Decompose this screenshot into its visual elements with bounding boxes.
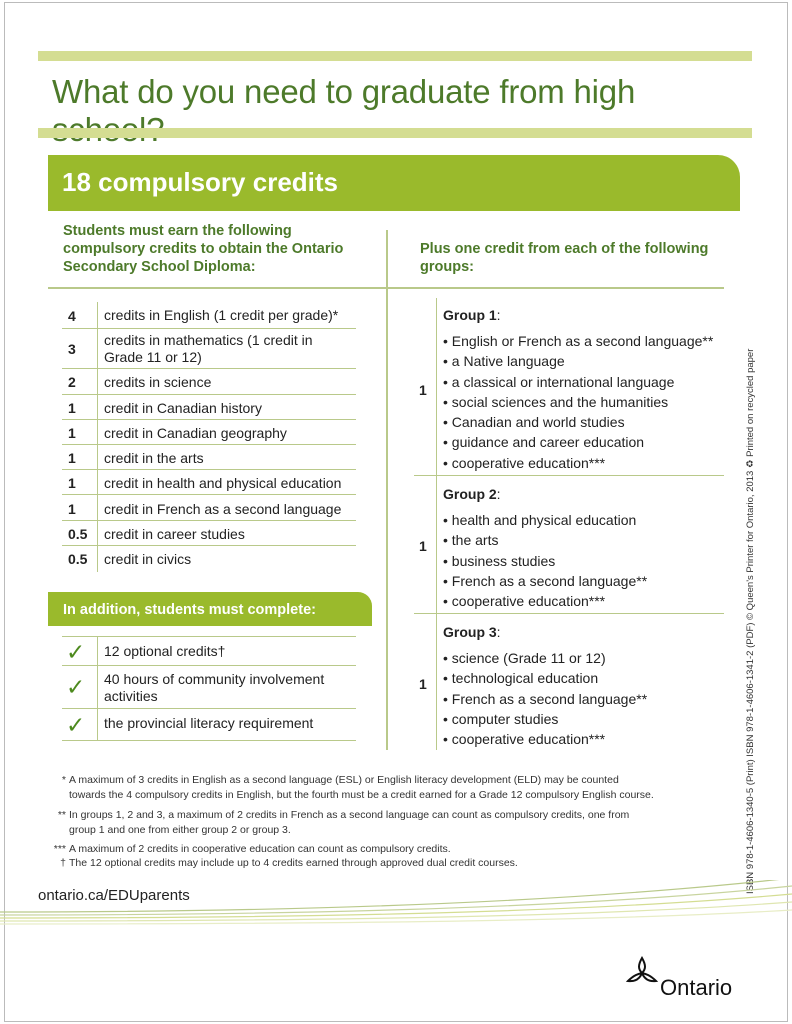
requirement-row (62, 666, 356, 709)
list-item: • a classical or international language (443, 372, 713, 392)
credit-row (62, 495, 356, 521)
row-separator (436, 298, 437, 475)
row-separator (97, 369, 98, 394)
footnote (52, 808, 732, 838)
footnote-text: A maximum of 3 credits in English as a second language (ESL) or English literacy development (ELD) may be counted (69, 774, 619, 786)
credit-count: 2 (68, 374, 76, 390)
footnote-text: group 1 and one from either group 2 or group 3. (69, 824, 291, 836)
list-item: • guidance and career education (443, 432, 713, 452)
footnote-mark: † (60, 857, 66, 869)
group-3-block: 1 Group 3: • science (Grade 11 or 12) • technological education • French as a second language** • computer studies • cooperative education*** (414, 614, 724, 750)
trillium-icon (624, 955, 660, 997)
check-icon: ✓ (66, 712, 86, 738)
row-separator (97, 666, 98, 708)
credit-description: credit in health and physical education (104, 475, 342, 491)
footnote-mark: ** (57, 809, 66, 821)
credit-description: credit in Canadian geography (104, 425, 287, 441)
row-separator (97, 445, 98, 469)
list-item: • computer studies (443, 709, 647, 729)
credit-count: 1 (68, 501, 76, 517)
check-icon: ✓ (66, 639, 86, 665)
credit-count: 3 (68, 341, 76, 357)
heading-divider (48, 287, 724, 289)
requirement-row (62, 709, 356, 741)
list-item: • business studies (443, 551, 647, 571)
list-item: • cooperative education*** (443, 591, 647, 611)
credit-row (62, 445, 356, 470)
footnote-mark: *** (53, 843, 66, 855)
credit-row (62, 521, 356, 546)
ontario-wordmark: Ontario (660, 975, 733, 1000)
credit-count: 0.5 (68, 526, 88, 542)
column-divider (386, 230, 388, 750)
isbn-side-text: ISBN 978-1-4606-1340-5 (Print) ISBN 978-1-4606-1341-2 (PDF) © Queen's Printer for Ontario, 2013 ♻ Printed on recycled paper (745, 348, 756, 894)
footnote-text: The 12 optional credits may include up to 4 credits earned through approved dual credit courses. (69, 857, 518, 869)
group-1-block: 1 Group 1: • English or French as a second language** • a Native language • a classical or international language • social sciences and the humanities • Canadian and world studies • guidance and career education • cooperative education*** (414, 298, 724, 476)
list-item: • science (Grade 11 or 12) (443, 648, 647, 668)
row-separator (97, 329, 98, 368)
credit-description: credits in English (1 credit per grade)* (104, 307, 339, 323)
footnote (52, 842, 732, 857)
addition-heading: In addition, students must complete: (63, 602, 316, 618)
credit-count: 4 (68, 308, 76, 324)
row-separator (97, 637, 98, 665)
credit-description: credit in French as a second language (104, 501, 342, 517)
ontario-logo (624, 955, 754, 1005)
credit-description: credits in science (104, 374, 212, 390)
group-2-block: 1 Group 2: • health and physical education • the arts • business studies • French as a second language** • cooperative education*** (414, 476, 724, 614)
list-item: • English or French as a second language** (443, 331, 713, 351)
row-separator (97, 395, 98, 419)
credit-count: 1 (68, 400, 76, 416)
list-item: • the arts (443, 530, 647, 550)
credit-description: credit in Canadian history (104, 400, 262, 416)
group-credit-count: 1 (419, 676, 427, 692)
group-3-list (443, 648, 647, 749)
credit-row (62, 546, 356, 572)
credit-count: 1 (68, 475, 76, 491)
credit-row (62, 420, 356, 445)
credit-row (62, 329, 356, 369)
list-item: • social sciences and the humanities (443, 392, 713, 412)
row-separator (436, 614, 437, 750)
groups-heading: Plus one credit from each of the following groups: (420, 241, 709, 275)
requirement-text: 40 hours of community involvement activities (104, 671, 325, 704)
list-item: • technological education (443, 668, 647, 688)
footnote (52, 773, 732, 803)
credit-count: 1 (68, 425, 76, 441)
check-icon: ✓ (66, 674, 86, 700)
credit-row (62, 470, 356, 495)
credit-row (62, 369, 356, 395)
footnote-mark: * (61, 774, 66, 786)
list-item: • French as a second language** (443, 689, 647, 709)
group-credit-count: 1 (419, 538, 427, 554)
group-title: Group 1 (443, 307, 497, 323)
group-2-list (443, 510, 647, 611)
footnote-text: towards the 4 compulsory credits in English, but the fourth must be a credit earned for a Grade 12 compulsory English course. (69, 789, 654, 801)
credit-description: credit in the arts (104, 450, 204, 466)
list-item: • Canadian and world studies (443, 412, 713, 432)
requirement-row (62, 636, 356, 666)
row-separator (97, 495, 98, 520)
row-separator (436, 476, 437, 613)
credit-description: credits in mathematics (1 credit in Grade 11 or 12) (104, 332, 313, 365)
list-item: • a Native language (443, 351, 713, 371)
list-item: • cooperative education*** (443, 729, 647, 749)
group-title: Group 2 (443, 486, 497, 502)
credit-count: 1 (68, 450, 76, 466)
footnote-text: A maximum of 2 credits in cooperative education can count as compulsory credits. (69, 843, 451, 855)
credit-count: 0.5 (68, 551, 88, 567)
row-separator (97, 302, 98, 328)
row-separator (97, 470, 98, 494)
credit-description: credit in career studies (104, 526, 245, 542)
list-item: • health and physical education (443, 510, 647, 530)
credit-row (62, 395, 356, 420)
group-credit-count: 1 (419, 382, 427, 398)
compulsory-intro: Students must earn the following compulsory credits to obtain the Ontario Secondary School Diploma: (63, 223, 344, 275)
compulsory-heading: 18 compulsory credits (62, 167, 338, 197)
row-separator (97, 546, 98, 572)
footnote (52, 856, 732, 871)
group-1-list (443, 331, 713, 473)
title-top-bar (38, 51, 752, 61)
row-separator (97, 521, 98, 545)
requirement-text: the provincial literacy requirement (104, 715, 314, 731)
credit-description: credit in civics (104, 551, 192, 567)
requirement-text: 12 optional credits† (104, 643, 226, 659)
group-title: Group 3 (443, 624, 497, 640)
row-separator (97, 709, 98, 740)
list-item: • cooperative education*** (443, 453, 713, 473)
title-bottom-bar (38, 128, 752, 138)
credit-row (62, 302, 356, 329)
row-separator (97, 420, 98, 444)
website-link[interactable]: ontario.ca/EDUparents (38, 887, 190, 904)
footnote-text: In groups 1, 2 and 3, a maximum of 2 credits in French as a second language can count as compulsory credits, one from (69, 809, 630, 821)
page-title: What do you need to graduate from high (52, 73, 636, 110)
list-item: • French as a second language** (443, 571, 647, 591)
